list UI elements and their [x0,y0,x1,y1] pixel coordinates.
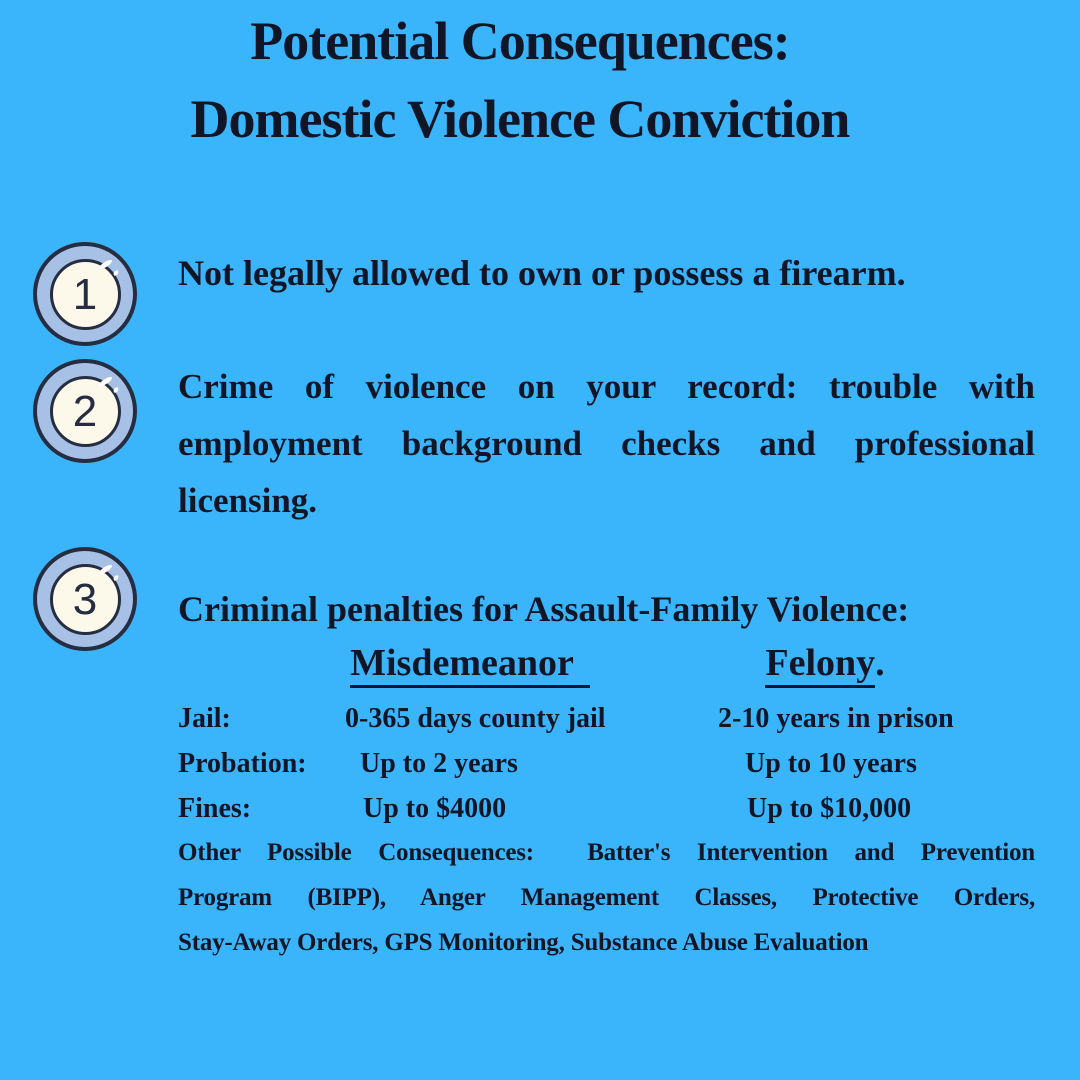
misdemeanor-header: Misdemeanor [350,642,590,688]
felony-header-period: . [875,642,885,685]
consequence-2-line-2: employment background checks and professional [178,424,1035,463]
consequence-2-line-1: Crime of violence on your record: trouble with [178,367,1035,406]
step-badge-2-circle [50,376,121,447]
table-row-probation [178,741,1035,786]
consequence-2-text [178,358,1035,529]
penalties-table [178,638,1035,831]
badge-highlight-icon [97,375,112,387]
badge-highlight-icon [97,258,112,270]
consequence-2-line-3: licensing. [178,481,318,520]
other-consequences-line-2: Program (BIPP), Anger Management Classes, Protective Orders, [178,884,1035,911]
step-badge-1 [33,242,137,346]
step-badge-1-circle [50,259,121,330]
step-badge-3-circle [50,564,121,635]
step-2-number: 2 [72,387,98,436]
row-label: Probation: [178,747,307,779]
other-consequences-paragraph [178,830,1035,965]
step-1-number: 1 [72,270,98,319]
badge-highlight-icon [112,386,119,393]
badge-highlight-icon [112,574,119,581]
other-consequences-line-1: Other Possible Consequences: Batter's Intervention and Prevention [178,839,1035,866]
consequence-3-heading: Criminal penalties for Assault-Family Violence: [178,589,910,629]
table-row-fines [178,786,1035,831]
badge-highlight-icon [97,563,112,575]
misdemeanor-value: Up to $4000 [363,792,507,824]
badge-highlight-icon [112,269,119,276]
title-line-1: Potential Consequences: [250,11,790,71]
felony-header-cell [718,641,1035,688]
felony-header-wrap [718,641,932,688]
consequence-1-text: Not legally allowed to own or possess a firearm. [178,253,906,293]
page-title [0,2,1040,158]
felony-value: Up to 10 years [745,747,917,779]
felony-header: Felony [765,642,875,688]
felony-value: Up to $10,000 [747,792,912,824]
table-row-jail [178,696,1035,741]
step-badge-3 [33,547,137,651]
felony-value: 2-10 years in prison [718,702,954,734]
step-3-number: 3 [72,575,98,624]
step-badge-2 [33,359,137,463]
penalties-table-header-row [178,638,1035,688]
penalties-table-body [178,696,1035,831]
misdemeanor-value: Up to 2 years [360,747,518,779]
misdemeanor-value: 0-365 days county jail [345,702,606,734]
row-label: Jail: [178,702,231,734]
other-consequences-line-3: Stay-Away Orders, GPS Monitoring, Substance Abuse Evaluation [178,929,869,956]
misdemeanor-header-wrap [345,642,595,688]
title-line-2: Domestic Violence Conviction [190,89,850,149]
row-label: Fines: [178,792,252,824]
misdemeanor-header-cell [345,642,718,688]
